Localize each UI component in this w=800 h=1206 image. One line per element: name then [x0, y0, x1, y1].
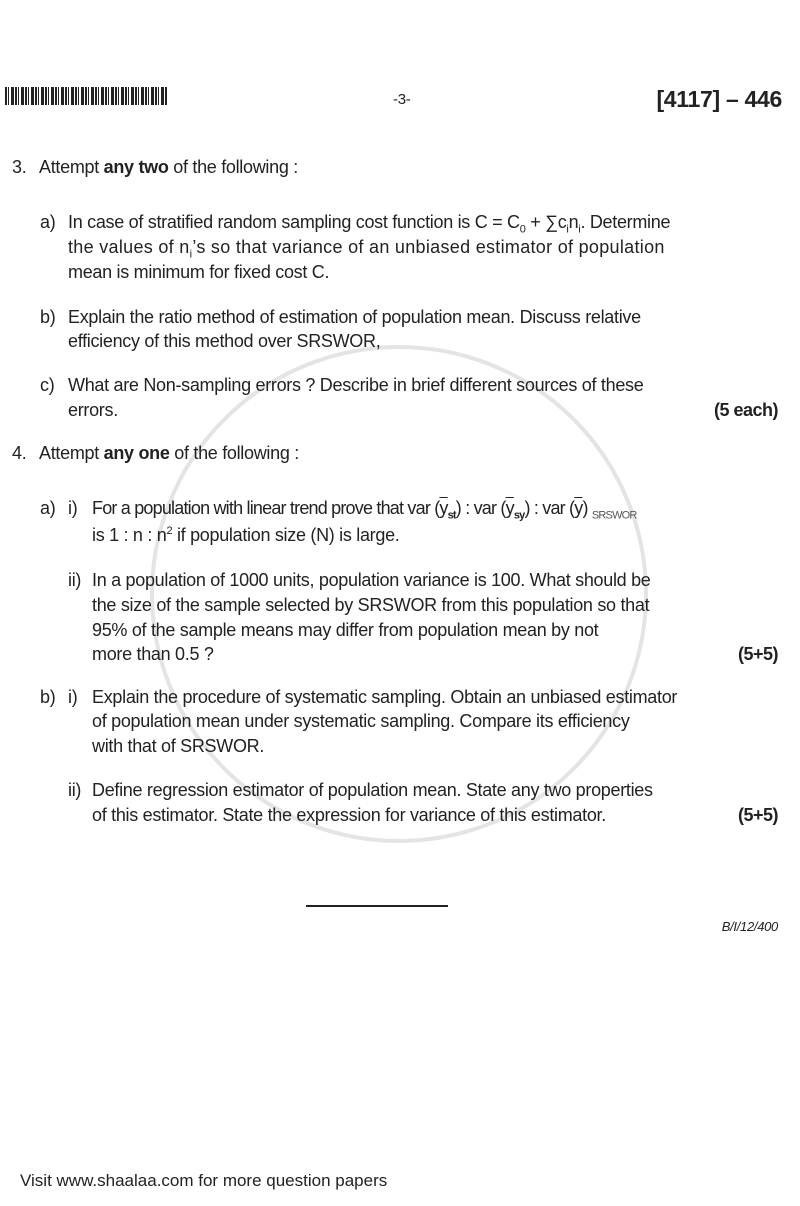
- paper-code: [4117] – 446: [656, 86, 782, 112]
- q4aii-line4: more than 0.5 ?: [92, 644, 214, 664]
- q4bii-line2: of this estimator. State the expression for variance of this estimator.: [92, 805, 606, 825]
- q4aii-line2: the size of the sample selected by SRSWOR from this population so that: [92, 595, 650, 615]
- q4bii-label: ii): [68, 780, 82, 800]
- q3a-label: a): [40, 212, 56, 232]
- q4b-label: b): [40, 687, 56, 707]
- end-divider: [306, 905, 448, 907]
- q3b-line2: efficiency of this method over SRSWOR,: [68, 331, 381, 351]
- footer-note: Visit www.shaalaa.com for more question papers: [20, 1171, 388, 1190]
- q4-number: 4.: [12, 443, 27, 463]
- q4bii-line1: Define regression estimator of population mean. State any two properties: [92, 780, 653, 800]
- q4bi-line3: with that of SRSWOR.: [92, 736, 265, 756]
- footer-code: B/I/12/400: [721, 919, 778, 934]
- q4aii-line1: In a population of 1000 units, population variance is 100. What should be: [92, 570, 651, 590]
- q3a-line1: In case of stratified random sampling cost function is $C = C_0 + \sum c_in_i$. Determine: [68, 212, 671, 236]
- q4ai-label: i): [68, 498, 78, 518]
- q4aii-label: ii): [68, 570, 82, 590]
- q3c-line1: What are Non-sampling errors ? Describe in brief different sources of these: [68, 375, 644, 395]
- barcode: [5, 87, 167, 105]
- q4b-marks: (5+5): [737, 805, 778, 825]
- q4ai-line1: For a population with linear trend prove that var $(\overline{y}_{st})$ : var $(\overline{y}_{sy})$ : var $(\overline{y})$ $_{SRSWOR}$: [92, 498, 637, 522]
- q4bi-line1: Explain the procedure of systematic sampling. Obtain an unbiased estimator: [92, 687, 678, 707]
- q4a-marks: (5+5): [737, 644, 778, 664]
- q4a-label: a): [40, 498, 56, 518]
- q3-intro: Attempt any two of the following :: [39, 157, 298, 177]
- q3a-line2: the values of $n_i’s$ so that variance of an unbiased estimator of population: [68, 237, 665, 261]
- q4bi-label: i): [68, 687, 78, 707]
- q4-intro: Attempt any one of the following :: [39, 443, 299, 463]
- q3c-line2: errors.: [68, 400, 118, 420]
- q4aii-line3: 95% of the sample means may differ from population mean by not: [92, 620, 599, 640]
- q4bi-line2: of population mean under systematic sampling. Compare its efficiency: [92, 711, 630, 731]
- q4ai-line2: is 1 : n : $n^2$ if population size (N) is large.: [92, 525, 400, 545]
- q3a-line3: mean is minimum for fixed cost C.: [68, 262, 330, 282]
- q3-number: 3.: [12, 157, 27, 177]
- page-number: -3-: [393, 91, 411, 108]
- q3b-label: b): [40, 307, 56, 327]
- q3-marks: (5 each): [713, 400, 778, 420]
- q3b-line1: Explain the ratio method of estimation of population mean. Discuss relative: [68, 307, 641, 327]
- q3c-label: c): [40, 375, 55, 395]
